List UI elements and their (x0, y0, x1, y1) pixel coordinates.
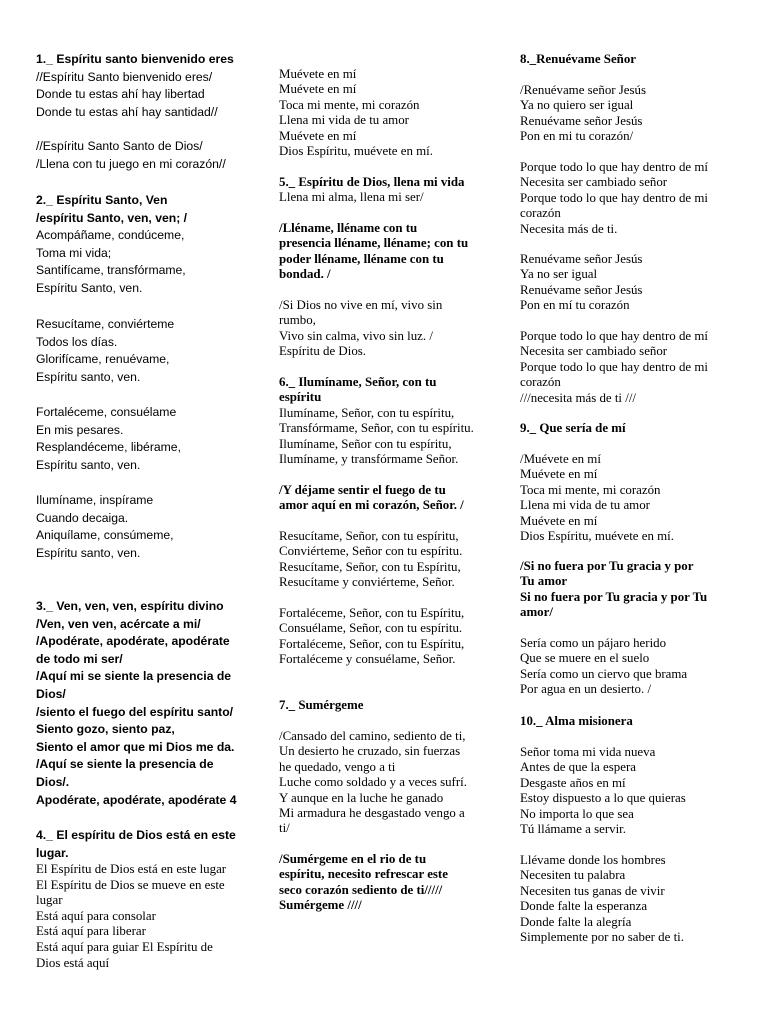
lyric-line: Muévete en mí (279, 67, 357, 81)
lyric-line: En mis pesares. (36, 422, 124, 437)
lyric-line: Mi armadura he desgastado vengo a (279, 806, 465, 821)
lyric-line: Y aunque en la luche he ganado (279, 790, 444, 805)
lyric-line: Pon en mí tu corazón (520, 298, 630, 313)
lyric-line: Espíritu de Dios. (279, 344, 367, 359)
lyric-line: Porque todo lo que hay dentro de mi (520, 190, 708, 205)
song-7-verse (279, 729, 501, 837)
lyric-line: Sería como un ciervo que brama (520, 666, 688, 681)
lyric-line: Toma mi vida; (36, 245, 112, 260)
lyric-line: Llena mi vida de tu amor (279, 113, 409, 128)
lyric-line: /Sumérgeme en el rio de tu (279, 852, 427, 866)
song-8-chorus (520, 83, 745, 145)
lyric-line: Ya no ser igual (520, 267, 598, 282)
song-2-verse-2 (36, 316, 246, 386)
song-10-verse-2 (520, 853, 745, 945)
lyric-line: El Espíritu de Dios está en este lugar (36, 862, 227, 876)
lyric-line: Ilumíname, Señor con tu espíritu, (279, 436, 452, 451)
lyric-line: Por agua en un desierto. / (520, 682, 652, 697)
song-9-verse-2 (520, 636, 745, 698)
lyric-line: Glorifícame, renuévame, (36, 352, 170, 367)
lyric-line: Está aquí para liberar (36, 924, 146, 939)
lyric-line: presencia lléname, lléname; con tu (279, 236, 469, 251)
lyric-line: Llena mi vida de tu amor (520, 498, 650, 513)
lyric-line: Porque todo lo que hay dentro de mí (520, 329, 708, 343)
lyric-line: /Aquí se siente la presencia de (36, 757, 214, 772)
song-6-verse-2 (279, 529, 501, 591)
song-4-continuation (279, 67, 501, 159)
song-9-verse (520, 452, 745, 544)
lyric-line: Necesiten tu palabra (520, 868, 626, 883)
lyric-line: Donde falte la esperanza (520, 899, 648, 914)
song-9-block (520, 421, 745, 436)
lyric-line: Donde falte la alegría (520, 914, 632, 929)
lyric-line: Conviérteme, Señor con tu espíritu. (279, 544, 463, 559)
lyric-line: Espíritu santo, ven. (36, 369, 141, 384)
lyric-line: No importa lo que sea (520, 806, 634, 821)
lyric-line: Renuévame señor Jesús (520, 252, 643, 266)
lyric-line: Donde tu estas ahí hay libertad (36, 87, 205, 102)
song-4-title-line: lugar. (36, 845, 69, 860)
lyric-line: Toca mi mente, mi corazón (279, 97, 420, 112)
song-7-title: 7._ Sumérgeme (279, 698, 364, 712)
song-6-chorus (279, 483, 501, 514)
lyric-line: Luche como soldado y a veces sufrí. (279, 775, 467, 790)
song-2-verse-4 (36, 492, 246, 562)
song-10-verse-1 (520, 745, 745, 837)
song-3-title: 3._ Ven, ven, ven, espíritu divino (36, 599, 224, 613)
lyric-line: ///necesita más de ti /// (520, 390, 636, 405)
lyric-line: Cuando decaiga. (36, 510, 129, 525)
song-2-title: 2._ Espíritu Santo, Ven (36, 193, 168, 207)
song-1-title: 1._ Espíritu santo bienvenido eres (36, 52, 234, 66)
lyric-line: Espíritu santo, ven. (36, 545, 141, 560)
lyric-line: Que se muere en el suelo (520, 651, 650, 666)
lyric-line: Vivo sin calma, vivo sin luz. / (279, 328, 433, 343)
song-1-title-block (36, 51, 246, 69)
song-5-verse (279, 298, 501, 360)
song-7-chorus (279, 852, 501, 914)
lyric-line: /Renuévame señor Jesús (520, 83, 647, 97)
lyric-line: Sería como un pájaro herido (520, 636, 667, 650)
lyric-line: Ya no quiero ser igual (520, 98, 634, 113)
lyric-line: /Apodérate, apodérate, apodérate (36, 634, 230, 649)
lyric-line: Ilumíname, Señor, con tu espíritu, (279, 406, 455, 420)
lyric-line: espíritu, necesito refrescar este (279, 867, 448, 882)
song-8-title: 8._Renuévame Señor (520, 52, 637, 66)
song-6-title-line: 6._ Ilumíname, Señor, con tu (279, 375, 437, 389)
lyric-line: Santifícame, transfórmame, (36, 263, 186, 278)
song-1-chorus (36, 138, 246, 173)
lyric-line: /Cansado del camino, sediento de ti, (279, 729, 466, 743)
song-9-chorus (520, 559, 745, 621)
lyric-line: Dios/. (36, 774, 70, 789)
lyric-line: Tú llámame a servir. (520, 822, 626, 837)
lyric-line: El Espíritu de Dios se mueve en este (36, 877, 225, 892)
lyric-line: Porque todo lo que hay dentro de mi (520, 359, 708, 374)
song-8-chorus-2 (520, 252, 745, 314)
lyric-line: /Y déjame sentir el fuego de tu (279, 483, 446, 497)
song-4-title-line: 4._ El espíritu de Dios está en este (36, 828, 236, 842)
lyric-line: Está aquí para consolar (36, 908, 156, 923)
song-4-verse (36, 862, 246, 971)
lyric-line: /Aquí mi se siente la presencia de (36, 669, 232, 684)
lyric-line: Toca mi mente, mi corazón (520, 482, 661, 497)
lyric-line: Acompáñame, condúceme, (36, 228, 185, 243)
lyric-line: Necesiten tus ganas de vivir (520, 883, 665, 898)
lyric-line: ti/ (279, 821, 290, 836)
lyric-line: Si no fuera por Tu gracia y por Tu (520, 589, 708, 604)
lyric-line: corazón (520, 206, 561, 221)
song-3-block (36, 598, 246, 809)
song-8-verse-1 (520, 160, 745, 237)
lyric-line: de todo mi ser/ (36, 651, 123, 666)
lyric-line: poder lléname, lléname con tu (279, 251, 444, 266)
lyric-line: /Lléname, lléname con tu (279, 221, 418, 235)
song-6-title-line: espíritu (279, 390, 322, 405)
lyric-line: Fortaléceme, consuélame (36, 405, 177, 419)
lyric-line: Necesita ser cambiado señor (520, 175, 668, 190)
lyric-line: Todos los días. (36, 334, 118, 349)
lyric-line: Fortaléceme y consuélame, Señor. (279, 652, 456, 667)
lyric-line: Llena mi alma, llena mi ser/ (279, 190, 424, 205)
lyric-line: /Llena con tu juego en mi corazón// (36, 156, 226, 171)
lyric-line: Fortaléceme, Señor, con tu Espíritu, (279, 636, 465, 651)
lyric-line: amor aquí en mi corazón, Señor. / (279, 498, 464, 513)
song-7-block (279, 698, 501, 713)
lyric-line: Tu amor (520, 574, 568, 589)
lyric-line: Pon en mi tu corazón/ (520, 129, 634, 144)
lyric-line: Simplemente por no saber de ti. (520, 930, 684, 945)
lyric-line: amor/ (520, 605, 553, 620)
song-1-verse (36, 69, 246, 122)
lyric-line: Dios Espíritu, muévete en mí. (279, 144, 433, 159)
lyric-line: lugar (36, 893, 63, 908)
song-5-title: 5._ Espíritu de Dios, llena mi vida (279, 175, 465, 189)
song-8-block (520, 52, 745, 67)
lyric-line: Estoy dispuesto a lo que quieras (520, 791, 686, 806)
lyric-line: Un desierto he cruzado, sin fuerzas (279, 744, 461, 759)
song-6-verse-1 (279, 406, 501, 468)
lyric-line: Espíritu santo, ven. (36, 457, 141, 472)
lyric-line: Señor toma mi vida nueva (520, 745, 656, 759)
lyric-line: Ilumíname, y transfórmame Señor. (279, 452, 459, 467)
lyric-line: /Si Dios no vive en mí, vivo sin (279, 298, 443, 312)
lyric-line: Antes de que la espera (520, 760, 636, 775)
lyric-line: Espíritu Santo, ven. (36, 280, 143, 295)
song-5-block (279, 175, 501, 206)
song-6-verse-3 (279, 606, 501, 668)
lyric-line: Apodérate, apodérate, apodérate 4 (36, 792, 237, 807)
lyric-line: Resucítame y conviérteme, Señor. (279, 575, 455, 590)
lyric-line: Siento el amor que mi Dios me da. (36, 739, 235, 754)
lyric-line: //Espíritu Santo Santo de Dios/ (36, 139, 203, 153)
song-2-verse-3 (36, 404, 246, 474)
song-10-block (520, 714, 745, 729)
lyric-line: Necesita ser cambiado señor (520, 344, 668, 359)
lyric-line: Necesita más de ti. (520, 221, 618, 236)
lyric-line: /espíritu Santo, ven, ven; / (36, 210, 188, 225)
lyric-line: Resplandéceme, libérame, (36, 440, 181, 455)
lyric-line: rumbo, (279, 313, 316, 328)
lyric-line: Muévete en mí (520, 513, 598, 528)
song-5-chorus (279, 221, 501, 283)
lyric-line: Renuévame señor Jesús (520, 113, 643, 128)
lyric-line: Transfórmame, Señor, con tu espíritu. (279, 421, 474, 436)
lyric-line: Llévame donde los hombres (520, 853, 666, 867)
lyric-line: Donde tu estas ahí hay santidad// (36, 104, 218, 119)
lyric-line: /Muévete en mí (520, 452, 601, 466)
lyric-line: Resucítame, conviérteme (36, 317, 175, 331)
lyric-line: Aniquílame, consúmeme, (36, 528, 174, 543)
lyric-line: seco corazón sediento de ti///// (279, 882, 443, 897)
song-2-block (36, 192, 246, 298)
lyric-line: corazón (520, 375, 561, 390)
lyric-line: /siento el fuego del espíritu santo/ (36, 704, 234, 719)
song-10-title: 10._ Alma misionera (520, 714, 633, 728)
lyric-line: //Espíritu Santo bienvenido eres/ (36, 69, 213, 84)
lyric-line: Renuévame señor Jesús (520, 282, 643, 297)
lyric-line: /Ven, ven ven, acércate a mi/ (36, 616, 201, 631)
lyric-line: Sumérgeme //// (279, 898, 362, 913)
song-8-verse-2 (520, 329, 745, 406)
lyric-line: Está aquí para guiar El Espíritu de (36, 939, 213, 954)
lyric-line: Muévete en mí (279, 82, 357, 97)
lyric-line: bondad. / (279, 267, 331, 282)
lyric-line: Siento gozo, siento paz, (36, 722, 175, 737)
lyric-line: Ilumíname, inspírame (36, 493, 154, 507)
lyric-line: Fortaléceme, Señor, con tu Espíritu, (279, 606, 465, 620)
lyric-line: Porque todo lo que hay dentro de mí (520, 160, 708, 174)
lyric-line: Muévete en mí (520, 467, 598, 482)
lyric-line: Resucítame, Señor, con tu Espíritu, (279, 559, 461, 574)
lyric-line: Muévete en mí (279, 128, 357, 143)
song-6-title (279, 375, 501, 406)
lyric-line: Dios está aquí (36, 955, 110, 970)
lyric-line: Desgaste años en mí (520, 775, 626, 790)
lyric-line: Dios/ (36, 686, 66, 701)
lyric-line: /Si no fuera por Tu gracia y por (520, 559, 694, 573)
lyric-line: Consuélame, Señor, con tu espíritu. (279, 621, 463, 636)
song-4-title (36, 827, 246, 862)
lyric-line: Resucítame, Señor, con tu espíritu, (279, 529, 459, 543)
lyric-line: he quedado, vengo a ti (279, 759, 396, 774)
song-9-title: 9._ Que sería de mí (520, 421, 626, 435)
lyric-line: Dios Espíritu, muévete en mí. (520, 529, 674, 544)
